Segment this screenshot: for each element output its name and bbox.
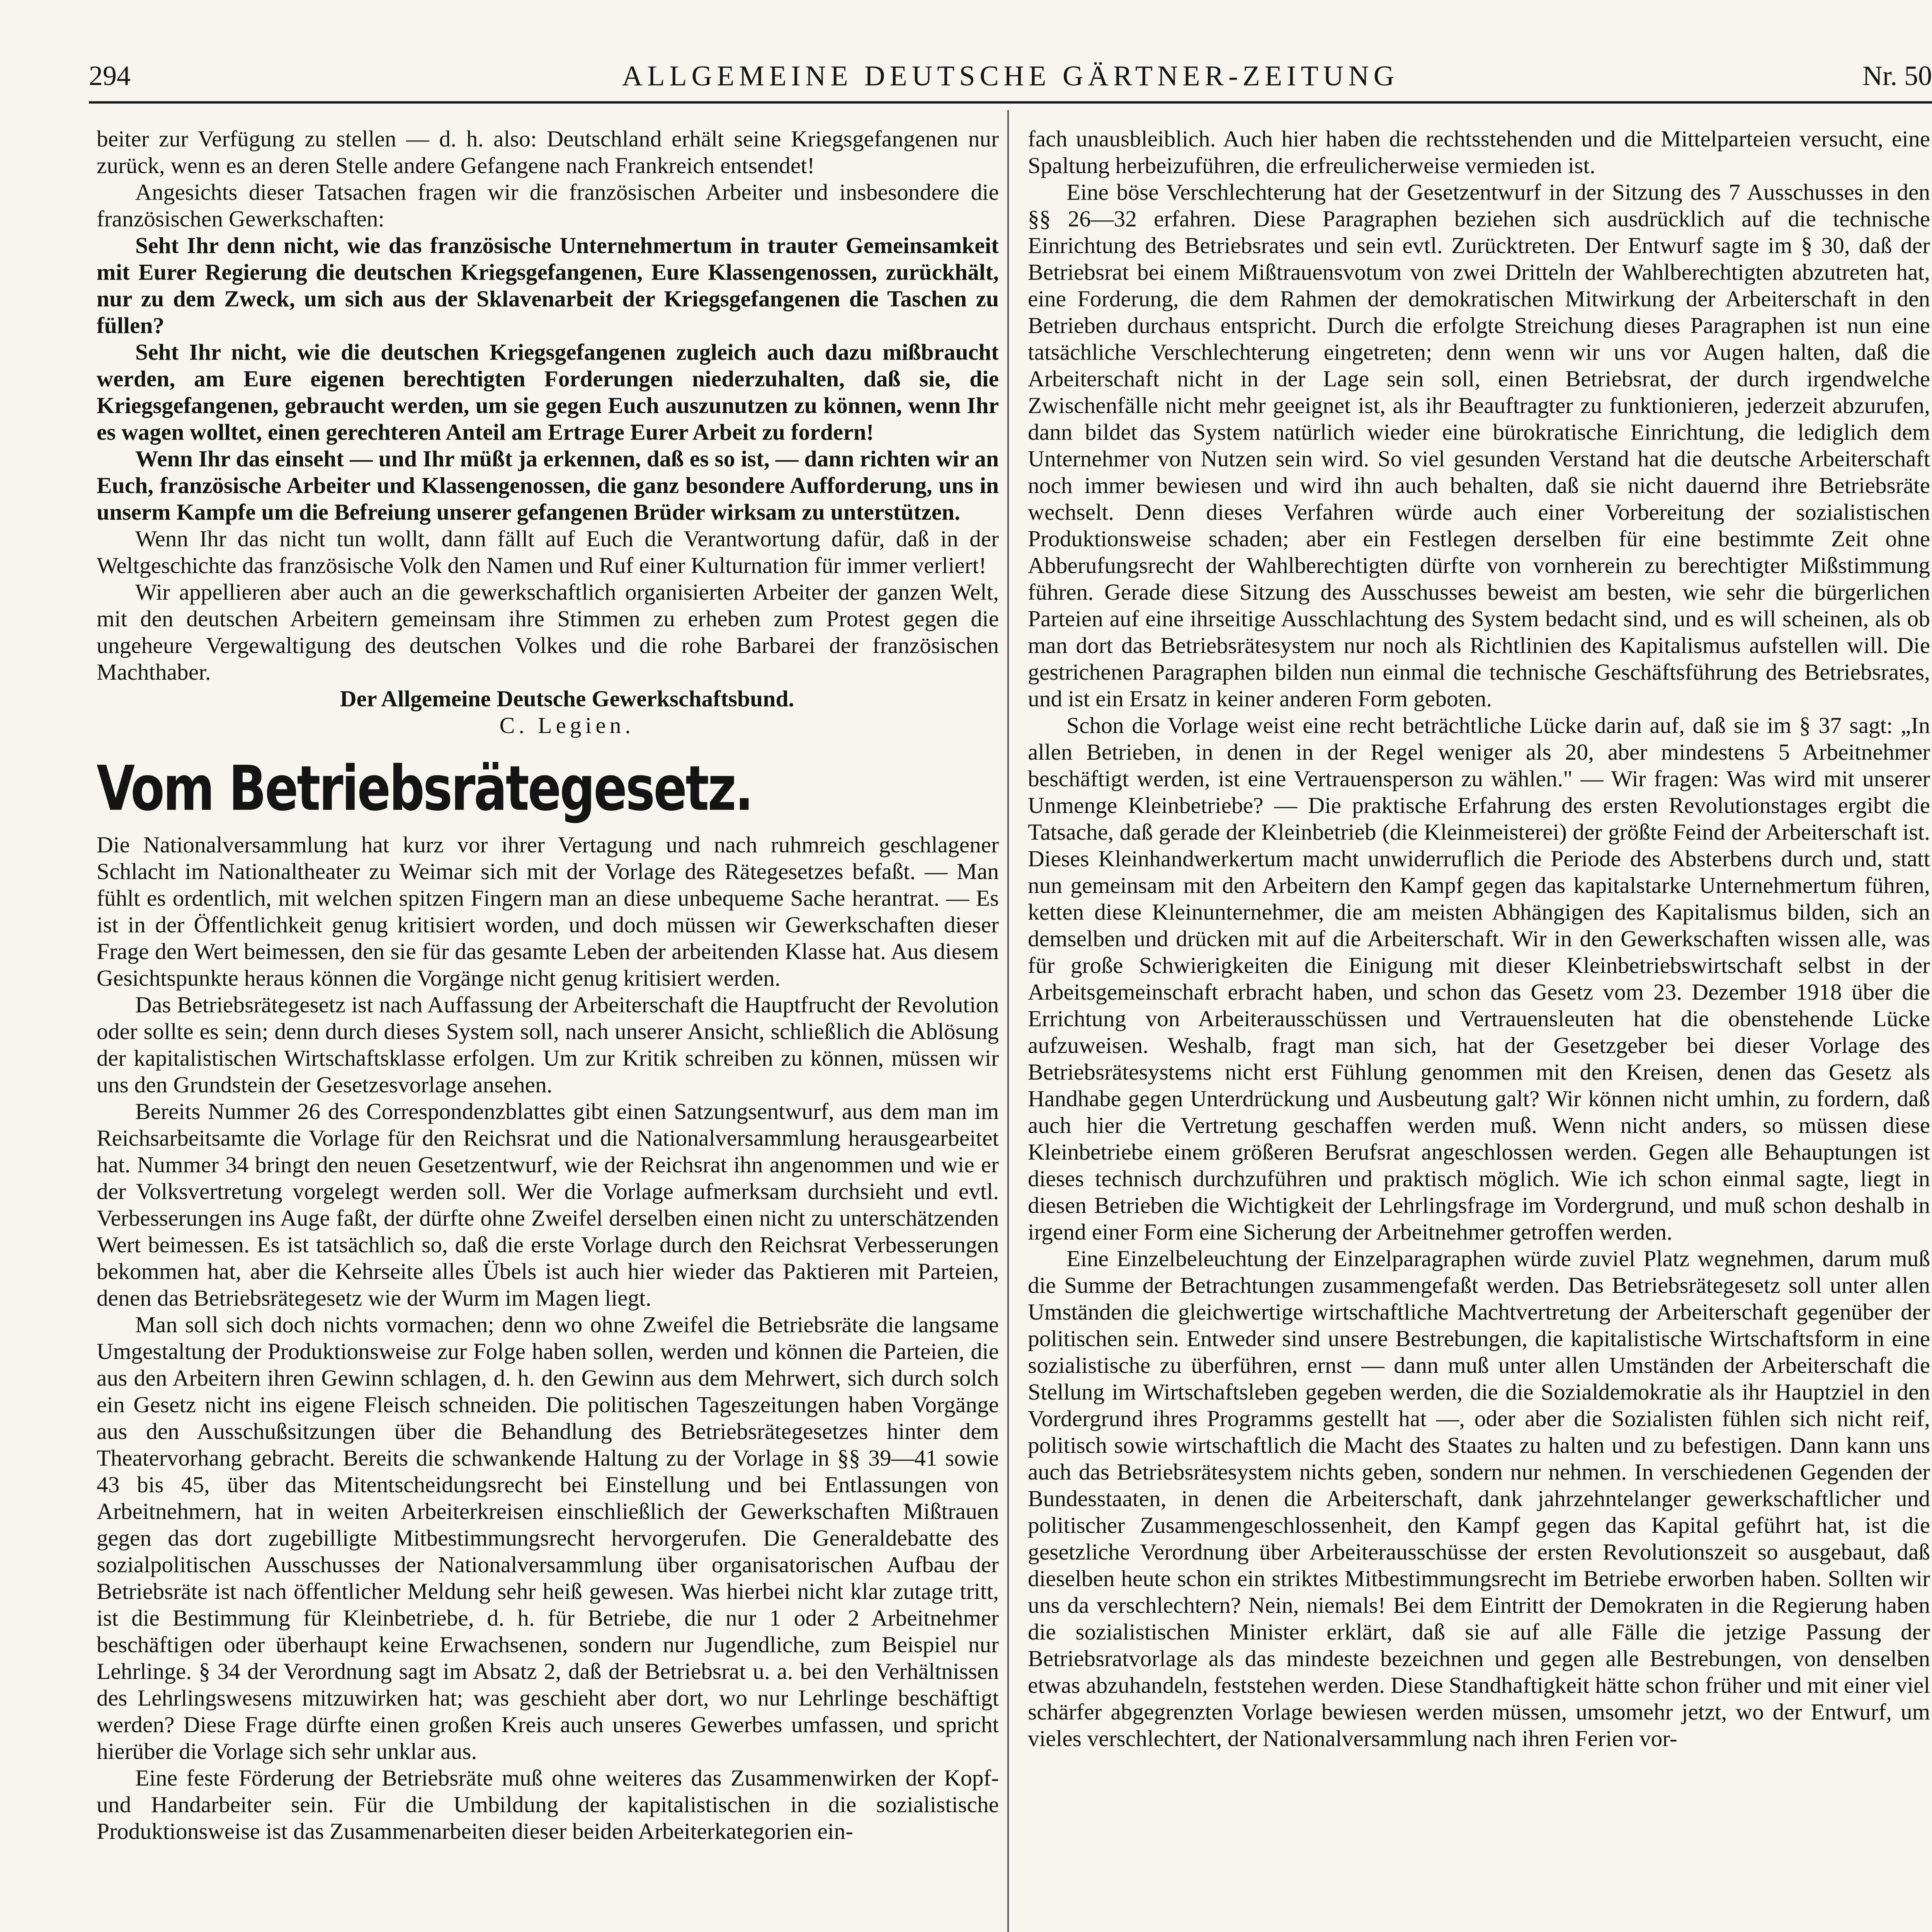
article-paragraph: fach unausbleiblich. Auch hier haben die rechtsstehenden und die Mittelparteien versucht, eine Spaltung herbeizuführen, die erfreulicherweise vermieden ist. [1028,126,1930,178]
header-rule [89,101,1932,104]
column-divider [1007,110,1009,1932]
article-paragraph: Eine feste Förderung der Betriebsräte muß ohne weiteres das Zusammenwirken der Kopf- und Handarbeiter sein. Für die Umbildung der kapitalistischen in die sozialistische Produktionsweise ist das Zusammenarbeiten dieser beiden Arbeiterkategorien ein- [97,1765,999,1844]
article-paragraph: Das Betriebsrätegesetz ist nach Auffassung der Arbeiterschaft die Hauptfrucht der Revolution oder sollte es sein; denn durch dieses System soll, nach unserer Ansicht, schließlich die Ablösung der kapitalistischen Wirtschaftsklasse erfolgen. Um zur Kritik schreiben zu können, müssen wir uns den Grundstein der Gesetzesvorlage ansehen. [97,992,999,1097]
signature-organization: Der Allgemeine Deutsche Gewerkschaftsbund. [340,686,794,711]
signature-name: C. Legien. [499,713,635,738]
appeal-paragraph: Angesichts dieser Tatsachen fragen wir die französischen Arbeiter und insbesondere die französischen Gewerkschaften: [97,179,999,231]
appeal-paragraph: Wir appellieren aber auch an die gewerkschaftlich organisierten Arbeiter der ganzen Welt, mit den deutschen Arbeitern gemeinsam ihre Stimmen zu erheben zum Protest gegen die ungeheure Vergewaltigung des deutschen Volkes und die rohe Barbarei der französischen Machthaber. [97,579,999,685]
article-paragraph: Schon die Vorlage weist eine recht beträchtliche Lücke darin auf, daß sie im § 37 sagt: „In allen Betrieben, in denen in der Regel weniger als 20, aber mindestens 5 Arbeitnehmer beschäftigt werden, ist eine Vertrauensperson zu wählen." — Wir fragen: Was wird mit unserer Unmenge Kleinbetriebe? — Die praktische Erfahrung des ersten Revolutionstages ergibt die Tatsache, daß gerade der Kleinbetrieb (die Kleinmeisterei) der größte Feind der Arbeiterschaft ist. Dieses Kleinhandwerkertum macht unwiderruflich die Periode des Absterbens durch und, statt nun gemeinsam mit den Arbeitern den Kampf gegen das kapitalstarke Unternehmertum führen, ketten diese Kleinunternehmer, die am meisten Abhängigen des Kapitalismus bilden, sich an demselben und drücken mit auf die Arbeiterschaft. Wir in den Gewerkschaften wissen alle, was für große Schwierigkeiten die Einigung mit dieser Kleinbetriebswirtschaft selbst in der Arbeitsgemeinschaft erbracht haben, und schon das Gesetz vom 23. Dezember 1918 über die Errichtung von Arbeiterausschüssen und Vertrauensleuten hat die obenstehende Lücke aufzuweisen. Weshalb, fragt man sich, hat der Gesetzgeber bei dieser Vorlage des Betriebsrätesystems nicht erst Fühlung genommen mit den Kreisen, denen das Gesetz als Handhabe gegen Unterdrückung und Ausbeutung galt? Wir können nicht umhin, zu fordern, daß auch hier die Vertretung geschaffen werden muß. Wenn nicht anders, so müssen diese Kleinbetriebe einem größeren Berufsrat angeschlossen werden. Gegen alle Behauptungen ist dieses technisch durchzuführen und praktisch möglich. Wie ich schon einmal sagte, liegt in diesen Betrieben die Wichtigkeit der Lehrlingsfrage im Vordergrund, und muß schon deshalb in irgend einer Form eine Sicherung der Arbeitnehmer getroffen werden. [1028,713,1930,1245]
article-paragraph: Bereits Nummer 26 des Correspondenzblattes gibt einen Satzungsentwurf, aus dem man im Reichsarbeitsamte die Vorlage für den Reichsrat und die Nationalversammlung herausgearbeitet hat. Nummer 34 bringt den neuen Gesetzentwurf, wie der Reichsrat ihn angenommen und wie er der Volksvertretung vorgelegt werden soll. Wer die Vorlage aufmerksam durchsieht und evtl. Verbesserungen ins Auge faßt, der dürfte ohne Zweifel derselben einen nicht zu unterschätzenden Wert beimessen. Es ist tatsächlich so, daß die erste Vorlage durch den Reichsrat Verbesserungen bekommen hat, aber die Kehrseite alles Übels ist auch hier wieder das Paktieren mit Parteien, denen das Betriebsrätegesetz wie der Wurm im Magen liegt. [97,1099,999,1311]
appeal-paragraph-bold: Seht Ihr nicht, wie die deutschen Kriegsgefangenen zugleich auch dazu mißbraucht werden, am Eure eigenen berechtigten Forderungen niederzuhalten, daß sie, die Kriegsgefangenen, gebraucht werden, um sie gegen Euch auszunutzen zu können, wenn Ihr es wagen wolltet, einen gerechteren Anteil am Ertrage Eurer Arbeit zu fordern! [97,339,999,445]
article-heading: Vom Betriebsrätegesetz. [97,753,752,825]
left-column [97,126,999,1932]
appeal-paragraph-bold: Wenn Ihr das einseht — und Ihr müßt ja erkennen, daß es so ist, — dann richten wir an Euch, französische Arbeiter und Klassengenossen, die ganz besondere Aufforderung, uns in unserm Kampfe um die Befreiung unserer gefangenen Brüder wirksam zu unterstützen. [97,446,999,525]
appeal-paragraph: beiter zur Verfügung zu stellen — d. h. also: Deutschland erhält seine Kriegsgefangenen nur zurück, wenn es an deren Stelle andere Gefangene nach Frankreich entsendet! [97,126,999,178]
article-paragraph: Eine böse Verschlechterung hat der Gesetzentwurf in der Sitzung des 7 Ausschusses in den §§ 26—32 erfahren. Diese Paragraphen beziehen sich ausdrücklich auf die technische Einrichtung des Betriebsrates und sein evtl. Zurücktreten. Der Entwurf sagte im § 30, daß der Betriebsrat bei einem Mißtrauensvotum von zwei Dritteln der Wahlberechtigten abzutreten hat, eine Forderung, die dem Rahmen der demokratischen Mitwirkung der Arbeiterschaft in den Betrieben durchaus entspricht. Durch die erfolgte Streichung dieses Paragraphen ist nun eine tatsächliche Verschlechterung eingetreten; denn wenn wir uns vor Augen halten, daß die Arbeiterschaft nicht in der Lage sein soll, einen Betriebsrat, der durch irgendwelche Zwischenfälle nicht mehr geeignet ist, als ihr Beauftragter zu funktionieren, jederzeit abzurufen, dann bildet das System natürlich wieder eine bürokratische Einrichtung, die lediglich dem Unternehmer von Nutzen sein wird. So viel gesunden Verstand hat die deutsche Arbeiterschaft noch immer bewiesen und wird ihn auch behalten, daß sie nicht dauernd ihre Betriebsräte wechselt. Denn dieses Verfahren würde auch einer Vorbereitung der sozialistischen Produktionsweise schaden; aber ein Festlegen derselben für eine bestimmte Zeit ohne Abberufungsrecht der Wahlberechtigten dürfte von vornherein zu berechtigter Mißstimmung führen. Gerade diese Sitzung des Ausschusses beweist am besten, wie sehr die bürgerlichen Parteien auf eine ihrseitige Ausschlachtung des System bedacht sind, und es will scheinen, als ob man dort das Betriebsrätesystem nur noch als Richtlinien des Kapitalismus aufstellen will. Die gestrichenen Paragraphen bilden nun einmal die technische Geschäftsführung des Betriebsrates, und ist ein Ersatz in keiner anderen Form geboten. [1028,179,1930,711]
right-column [1028,126,1930,1932]
page-header [89,60,1932,95]
appeal-paragraph: Wenn Ihr das nicht tun wollt, dann fällt auf Euch die Verantwortung dafür, daß in der Weltgeschichte das französische Volk den Namen und Ruf einer Kulturnation für immer verliert! [97,526,999,578]
article-paragraph: Eine Einzelbeleuchtung der Einzelparagraphen würde zuviel Platz wegnehmen, darum muß die Summe der Betrachtungen zusammengefaßt werden. Das Betriebsrätegesetz soll unter allen Umständen die gleichwertige wirtschaftliche Machtvertretung der Arbeiterschaft gegenüber der politischen sein. Entweder sind unsere Bestrebungen, die kapitalistische Wirtschaftsform in eine sozialistische zu überführen, ernst — dann muß unter allen Umständen der Arbeiterschaft die Stellung im Wirtschaftsleben gegeben werden, die die Sozialdemokratie als ihr Hauptziel in den Vordergrund ihres Programms gestellt hat —, oder aber die Sozialisten fühlen sich nicht reif, politisch sowie wirtschaftlich die Macht des Staates zu halten und zu befestigen. Dann kann uns auch das Betriebsrätesystem nichts geben, sondern nur nehmen. In verschiedenen Gegenden der Bundesstaaten, in denen die Arbeiterschaft, dank jahrzehntelanger gewerkschaftlicher und politischer Zusammengeschlossenheit, den Kampf gegen das Kapital geführt hat, ist die gesetzliche Verordnung über Arbeiterausschüsse der ersten Revolutionszeit so ausgebaut, daß dieselben heute schon ein striktes Mitbestimmungsrecht im Betriebe erworben haben. Sollten wir uns da verschlechtern? Nein, niemals! Bei dem Eintritt der Demokraten in die Regierung haben die sozialistischen Minister erklärt, daß sie auf alle Fälle die jetzige Passung der Betriebsratvorlage als das mindeste bezeichnen und gegen alle Bestrebungen, von denselben etwas abzuhandeln, feststehen werden. Diese Standhaftigkeit hätte schon früher und mit einer viel schärfer abgegrenzten Vorlage bewiesen werden müssen, umsomehr jetzt, wo der Entwurf, um vieles verschlechtert, der Nationalversammlung nach ihren Ferien vor- [1028,1246,1930,1751]
issue-number: Nr. 50 [1862,60,1932,91]
page-number: 294 [89,60,131,91]
article-paragraph: Man soll sich doch nichts vormachen; denn wo ohne Zweifel die Betriebsräte die langsame Umgestaltung der Produktionsweise zur Folge haben sollen, werden und können die Parteien, die aus den Arbeitern ihren Gewinn schlagen, d. h. den Gewinn aus dem Mehrwert, sich durch solch ein Gesetz nicht ins eigene Fleisch schneiden. Die politischen Tageszeitungen haben Vorgänge aus den Ausschußsitzungen über die Behandlung des Betriebsrätegesetzes hinter dem Theatervorhang gebracht. Bereits die schwankende Haltung zu der Vorlage in §§ 39—41 sowie 43 bis 45, über das Mitentscheidungsrecht bei Einstellung und bei Entlassungen von Arbeitnehmern, hat in weiten Arbeiterkreisen einschließlich der Gewerkschaften Mißtrauen gegen das dort zugebilligte Mitbestimmungsrecht hervorgerufen. Die Generaldebatte des sozialpolitischen Ausschusses der Nationalversammlung über organisatorischen Aufbau der Betriebsräte ist nach öffentlicher Meldung sehr heiß gewesen. Was hierbei nicht klar zutage tritt, ist die Bestimmung für Kleinbetriebe, d. h. für Betriebe, die nur 1 oder 2 Arbeitnehmer beschäftigen oder überhaupt keine Erwachsenen, sondern nur Jugendliche, zum Beispiel nur Lehrlinge. § 34 der Verordnung sagt im Absatz 2, daß der Betriebsrat u. a. bei den Verhältnissen des Lehrlingswesens mitzuwirken hat; was geschieht aber dort, wo nur Lehrlinge beschäftigt werden? Diese Frage dürfte einen großen Kreis auch unseres Gewerbes umfassen, und spricht hierüber die Vorlage sich sehr unklar aus. [97,1312,999,1764]
newspaper-title: ALLGEMEINE DEUTSCHE GÄRTNER-ZEITUNG [622,60,1399,92]
appeal-paragraph-bold: Seht Ihr denn nicht, wie das französische Unternehmertum in trauter Gemeinsamkeit mit Eurer Regierung die deutschen Kriegsgefangenen, Eure Klassengenossen, zurückhält, nur zu dem Zweck, um sich aus der Sklavenarbeit der Kriegsgefangenen die Taschen zu füllen? [97,233,999,338]
article-paragraph: Die Nationalversammlung hat kurz vor ihrer Vertagung und nach ruhmreich geschlagener Schlacht im Nationaltheater zu Weimar sich mit der Vorlage des Rätegesetzes befaßt. — Man fühlt es ordentlich, mit welchen spitzen Fingern man an diese unbequeme Sache herantrat. — Es ist in der Öffentlichkeit genug kritisiert worden, und doch müssen wir Gewerkschaften dieser Frage den Wert beimessen, den sie für das gesamte Leben der arbeitenden Klasse hat. Aus diesem Gesichtspunkte heraus können die Vorgänge nicht genug kritisiert werden. [97,832,999,991]
